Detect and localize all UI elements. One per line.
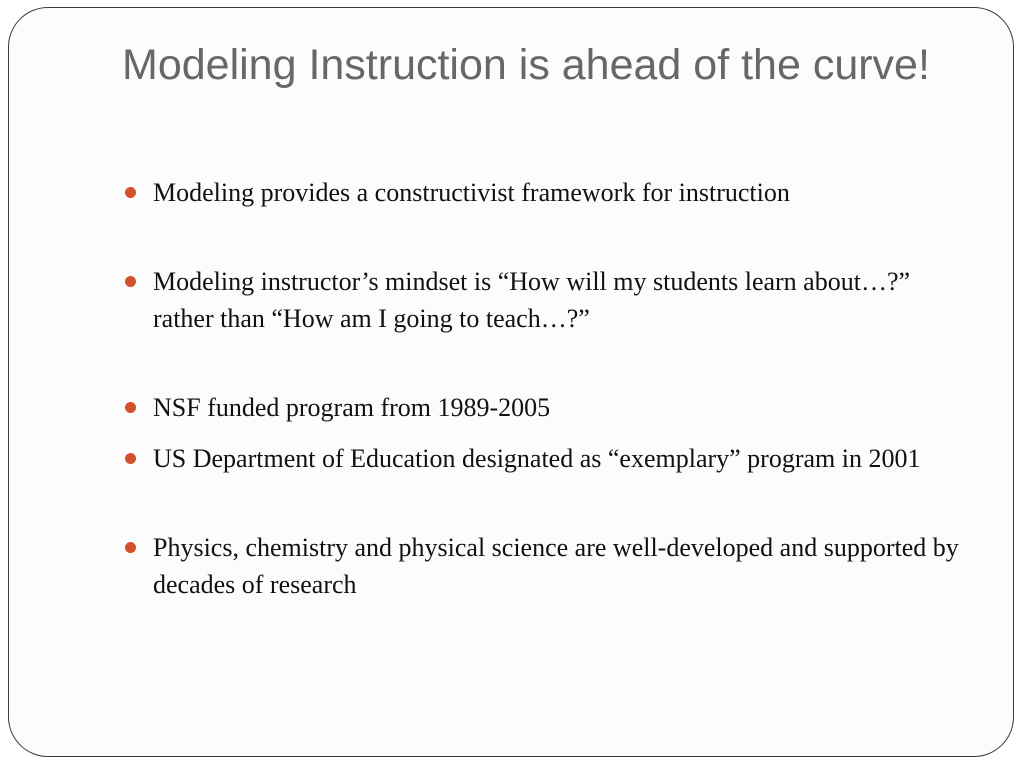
bullet-text: Physics, chemistry and physical science are well-developed and supported by decades of research [153,533,959,599]
bullet-list [121,174,961,603]
bullet-item [121,440,961,477]
bullet-item [121,174,961,211]
bullet-item [121,263,961,337]
bullet-text: US Department of Education designated as “exemplary” program in 2001 [153,444,921,473]
bullet-item [121,529,961,603]
bullet-dot-icon [125,542,136,553]
slide-frame [8,7,1014,757]
bullet-dot-icon [125,187,136,198]
bullet-dot-icon [125,453,136,464]
bullet-item [121,389,961,426]
bullet-dot-icon [125,402,136,413]
bullet-dot-icon [125,276,136,287]
bullet-text: Modeling provides a constructivist framework for instruction [153,178,790,207]
slide-title: Modeling Instruction is ahead of the curve! [122,41,930,89]
bullet-text: Modeling instructor’s mindset is “How will my students learn about…?” rather than “How am I going to teach…?” [153,267,911,333]
bullet-text: NSF funded program from 1989-2005 [153,393,551,422]
